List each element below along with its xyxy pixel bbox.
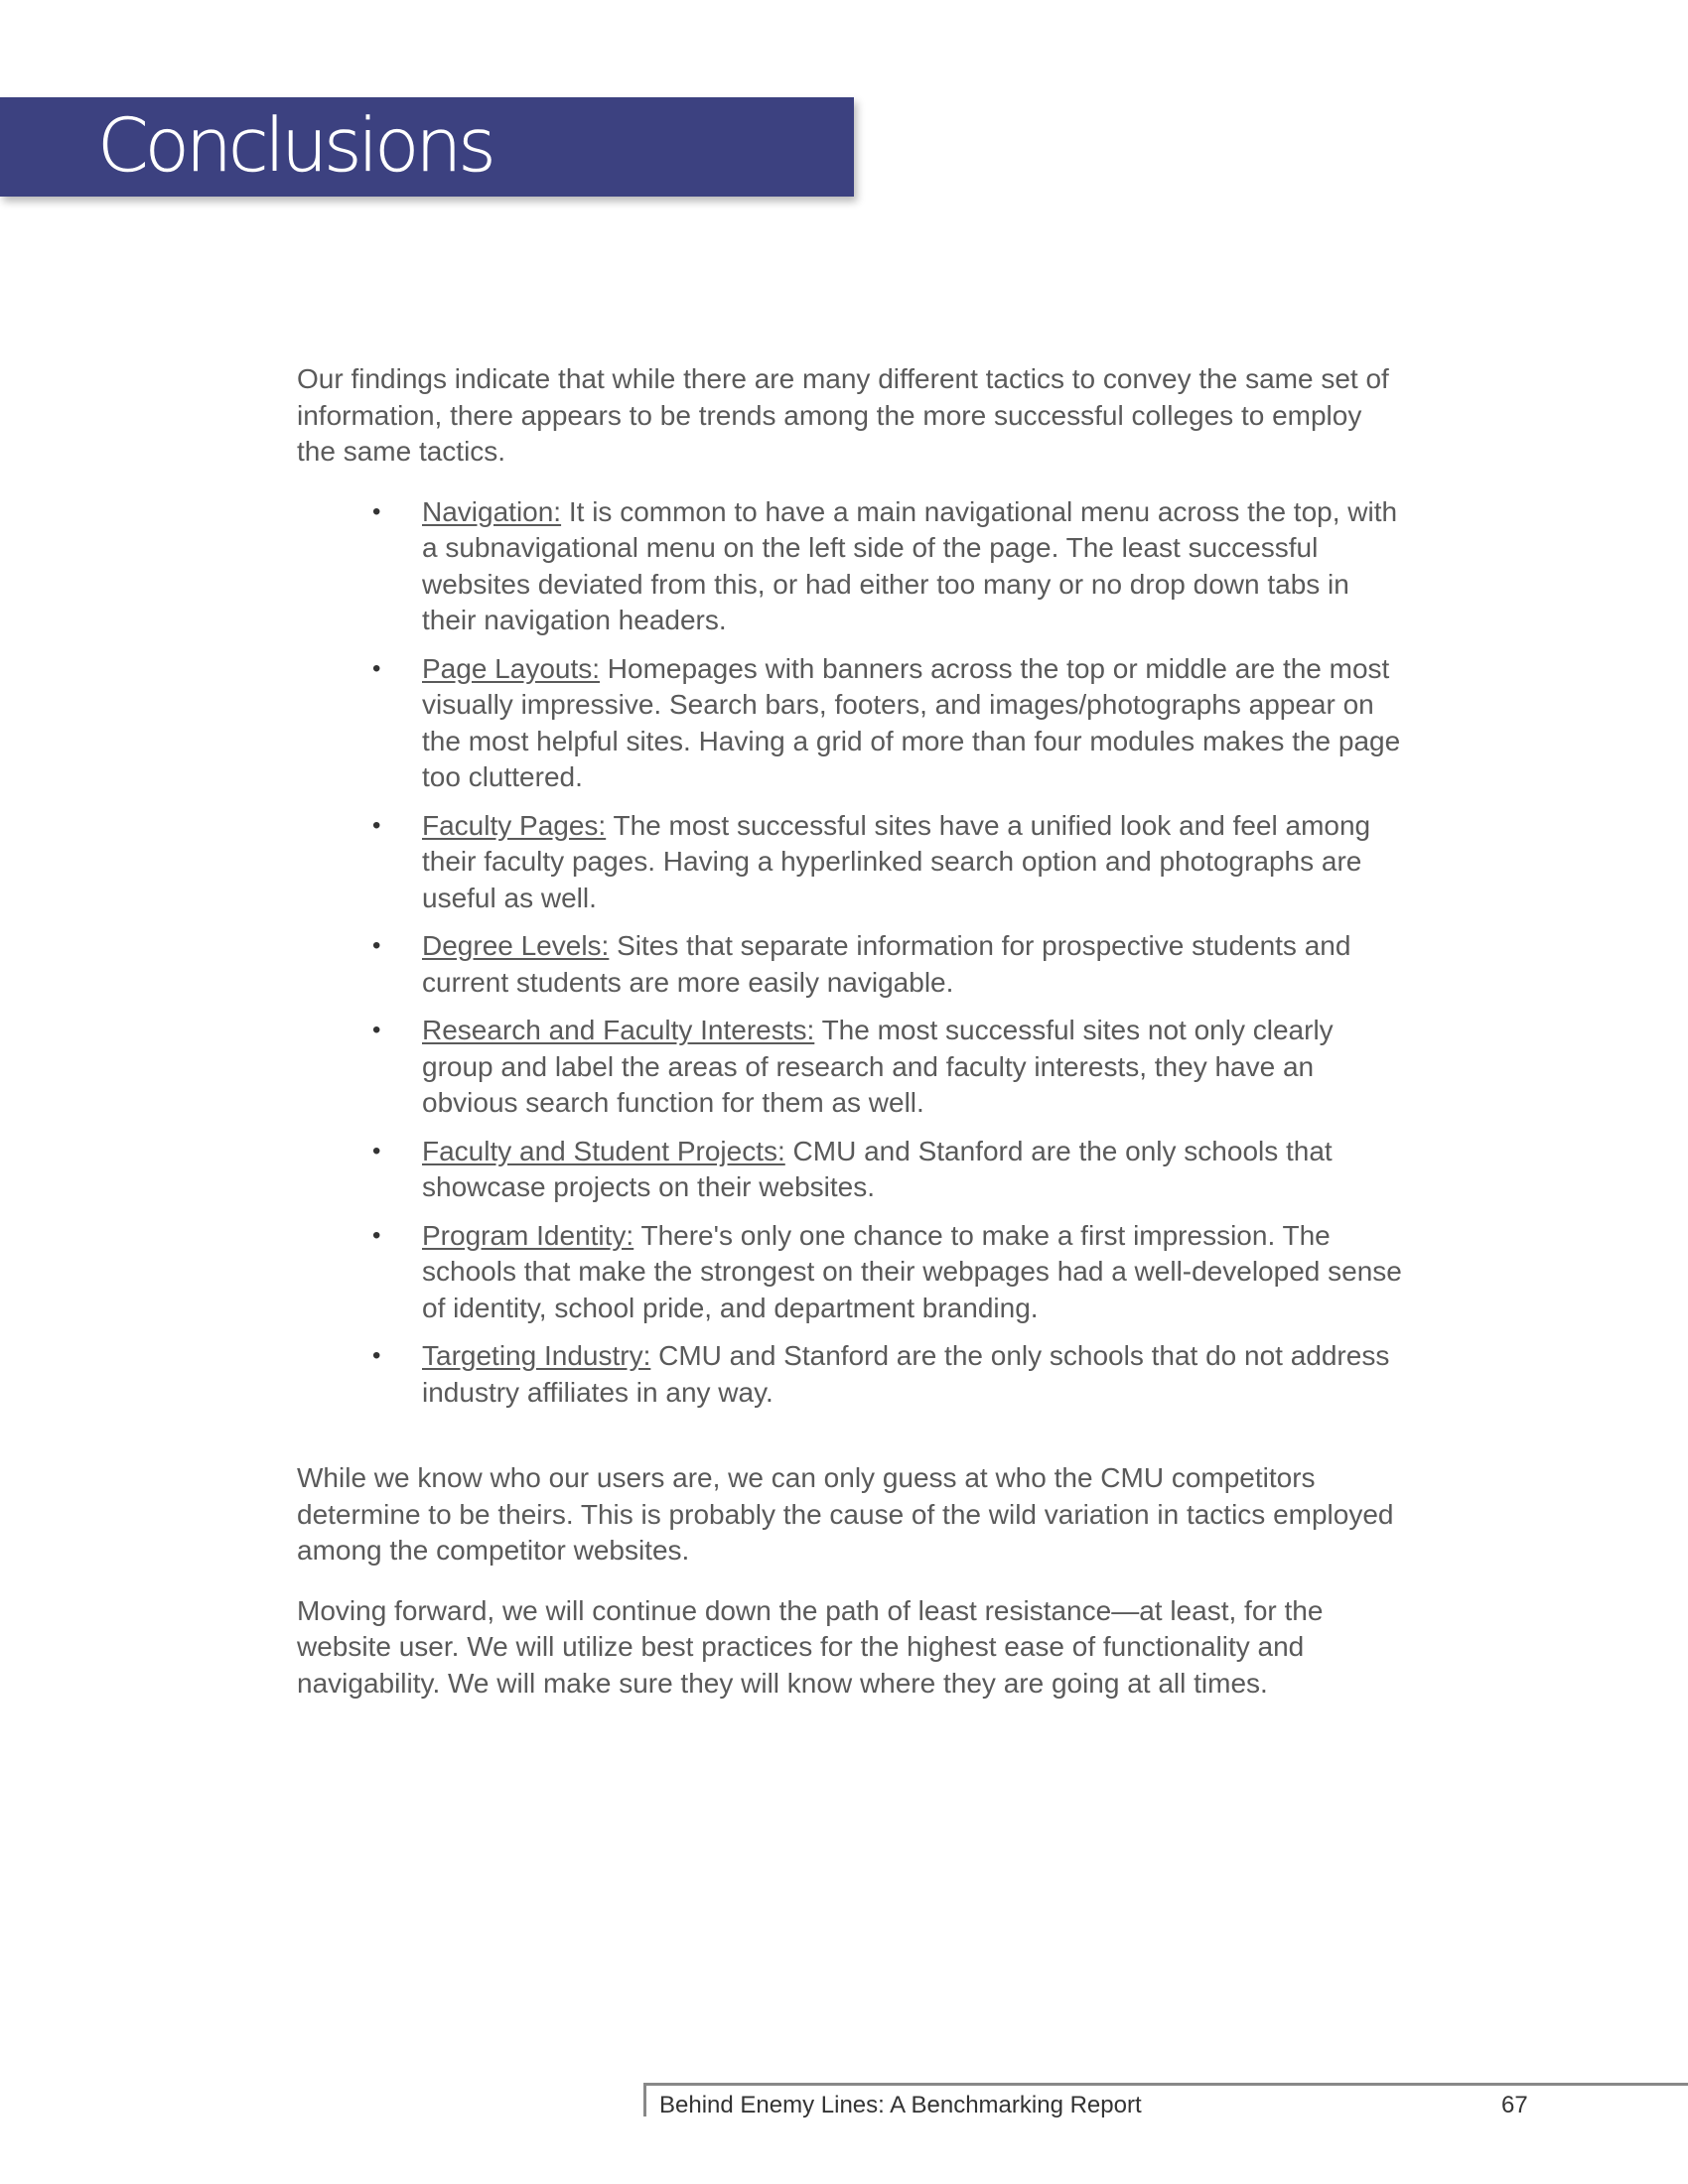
list-item (372, 494, 1405, 639)
list-item (372, 1134, 1405, 1206)
intro-paragraph: Our findings indicate that while there are many different tactics to convey the same set of information, there appears to be trends among the more successful colleges to employ the same tactics. (297, 363, 1389, 467)
term-description: It is common to have a main navigational menu across the top, with a subnavigational menu on the left side of the page. The least successful websites deviated from this, or had either too many or no drop down tabs in their navigation headers. (422, 495, 1398, 635)
list-item (372, 651, 1405, 796)
page-title: Conclusions (97, 103, 492, 189)
term-description: CMU and Stanford are the only schools that do not address industry affiliates in any way. (422, 1340, 1390, 1408)
bullet-icon: • (372, 811, 381, 839)
closing-paragraph-1: While we know who our users are, we can only guess at who the CMU competitors determine to be theirs. This is probably the cause of the wild variation in tactics employed among the competitor websites. (297, 1462, 1394, 1566)
term-label: Targeting Industry: (422, 1340, 651, 1371)
bullet-icon: • (372, 1342, 381, 1369)
list-item (372, 1218, 1405, 1327)
term-label: Faculty and Student Projects: (422, 1135, 785, 1166)
term-description: CMU and Stanford are the only schools that showcase projects on their websites. (422, 1135, 1333, 1202)
term-description: The most successful sites have a unified look and feel among their faculty pages. Having a hyperlinked search option and photographs are useful as well. (422, 809, 1371, 913)
term-description: The most successful sites not only clearly group and label the areas of research and faculty interests, they have an obvious search function for them as well. (422, 1015, 1334, 1118)
list-item (372, 1338, 1405, 1411)
term-description: Homepages with banners across the top or middle are the most visually impressive. Search bars, footers, and images/photographs appear on the most helpful sites. Having a grid of more than four modules makes the page too cluttered. (422, 652, 1401, 792)
term-label: Research and Faculty Interests: (422, 1015, 815, 1045)
page-number: 67 (1501, 2092, 1528, 2118)
body-content (297, 361, 1402, 1702)
bullet-icon: • (372, 497, 381, 525)
term-label: Navigation: (422, 495, 562, 527)
term-label: Degree Levels: (422, 930, 610, 961)
term-label: Faculty Pages: (422, 809, 607, 841)
bullet-icon: • (372, 654, 381, 682)
bullet-icon: • (372, 932, 381, 959)
term-description: Sites that separate information for prospective students and current students are more easily navigable. (422, 930, 1351, 998)
bullet-icon: • (372, 1017, 381, 1043)
footer-divider-horizontal (643, 2083, 1688, 2086)
bullet-icon: • (372, 1221, 381, 1249)
findings-list (297, 494, 1402, 1412)
term-description: There's only one chance to make a first impression. The schools that make the strongest on their webpages had a well-developed sense of identity, school pride, and department branding. (422, 1219, 1402, 1323)
bullet-icon: • (372, 1137, 381, 1164)
term-label: Page Layouts: (422, 652, 601, 684)
list-item (372, 928, 1405, 1001)
closing-paragraph-2: Moving forward, we will continue down the path of least resistance—at least, for the website user. We will utilize best practices for the highest ease of functionality and navigability. We will make sure they will know where they are going at all times. (297, 1594, 1324, 1699)
list-item (372, 808, 1405, 917)
term-label: Program Identity: (422, 1219, 634, 1251)
footer-divider-vertical (643, 2083, 646, 2116)
list-item (372, 1013, 1405, 1122)
title-banner (0, 97, 854, 197)
footer-title: Behind Enemy Lines: A Benchmarking Report (659, 2092, 1142, 2118)
